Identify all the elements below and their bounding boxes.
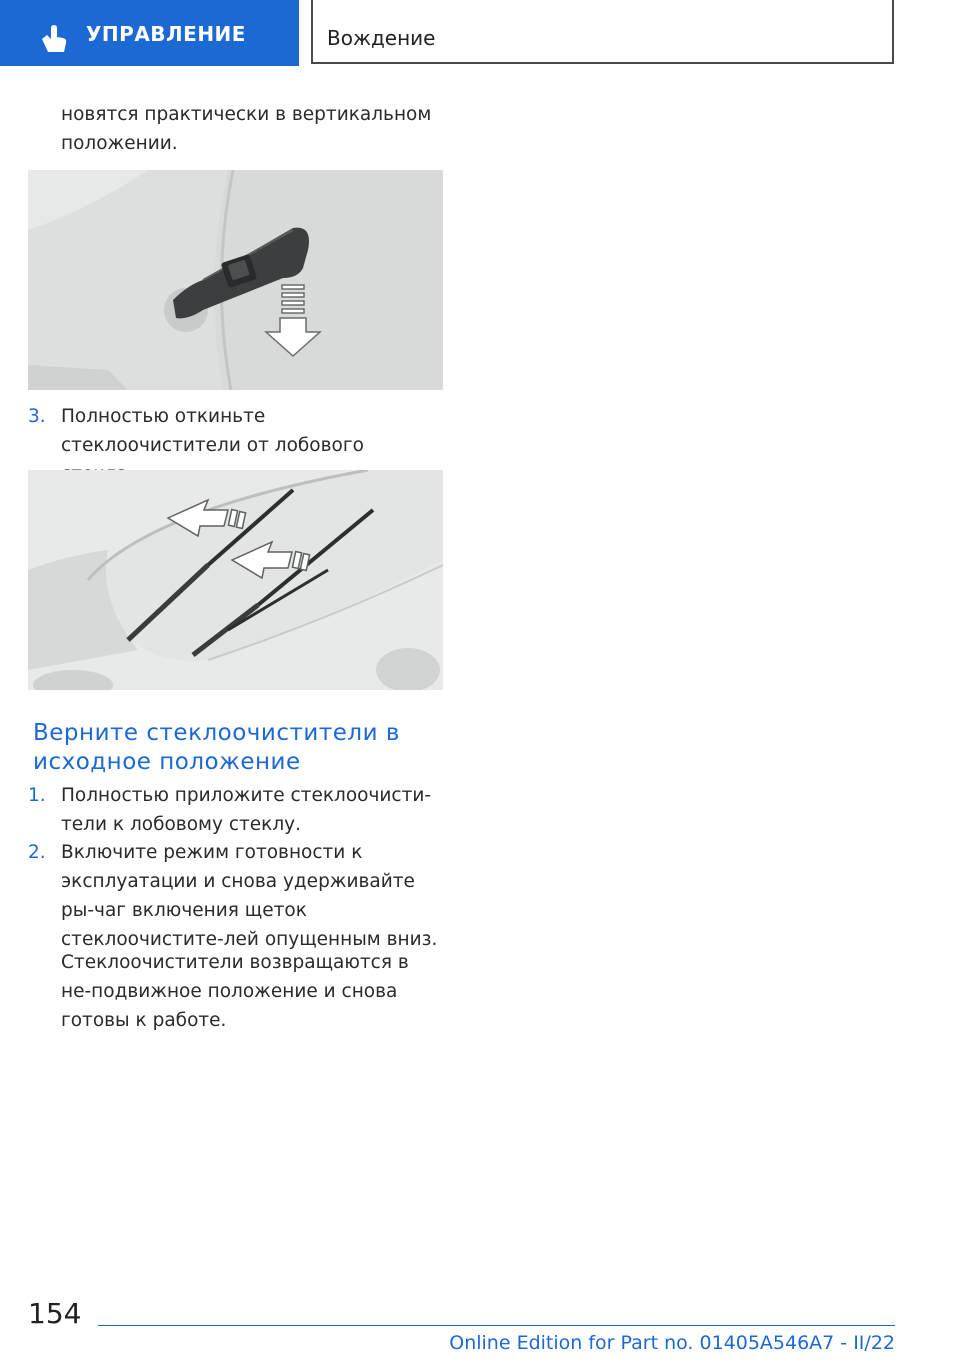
step-text: Включите режим готовности к эксплуатации и снова удерживайте ры-чаг включения щеток стеклоочистите-лей опущенным вниз. bbox=[61, 842, 438, 950]
step-number: 1. bbox=[28, 785, 46, 806]
section-tab[interactable] bbox=[0, 0, 299, 66]
intro-paragraph: новятся практически в вертикальном положении. bbox=[61, 104, 432, 154]
step-2-note: Стеклоочистители возвращаются в не-подвижное положение и снова готовы к работе. bbox=[61, 952, 409, 1031]
wiper-lever-illustration bbox=[28, 170, 443, 390]
section-heading: Верните стеклоочистители в исходное положение bbox=[33, 720, 400, 775]
step-number: 2. bbox=[28, 842, 46, 863]
subsection-header bbox=[311, 0, 894, 64]
footer-edition: Online Edition for Part no. 01405A546A7 - II/22 bbox=[449, 1332, 895, 1354]
step-number: 3. bbox=[28, 406, 46, 427]
footer-divider bbox=[98, 1325, 895, 1326]
windshield-wipers-illustration bbox=[28, 470, 443, 690]
section-label: УПРАВЛЕНИЕ bbox=[86, 22, 246, 46]
page-number: 154 bbox=[28, 1297, 82, 1330]
subsection-label: Вождение bbox=[327, 26, 436, 50]
step-text: Полностью приложите стеклоочисти-тели к лобовому стеклу. bbox=[61, 785, 432, 835]
step-text: Полностью откиньте стеклоочистители от лобового bbox=[61, 406, 364, 456]
hand-pointer-icon bbox=[38, 25, 68, 53]
